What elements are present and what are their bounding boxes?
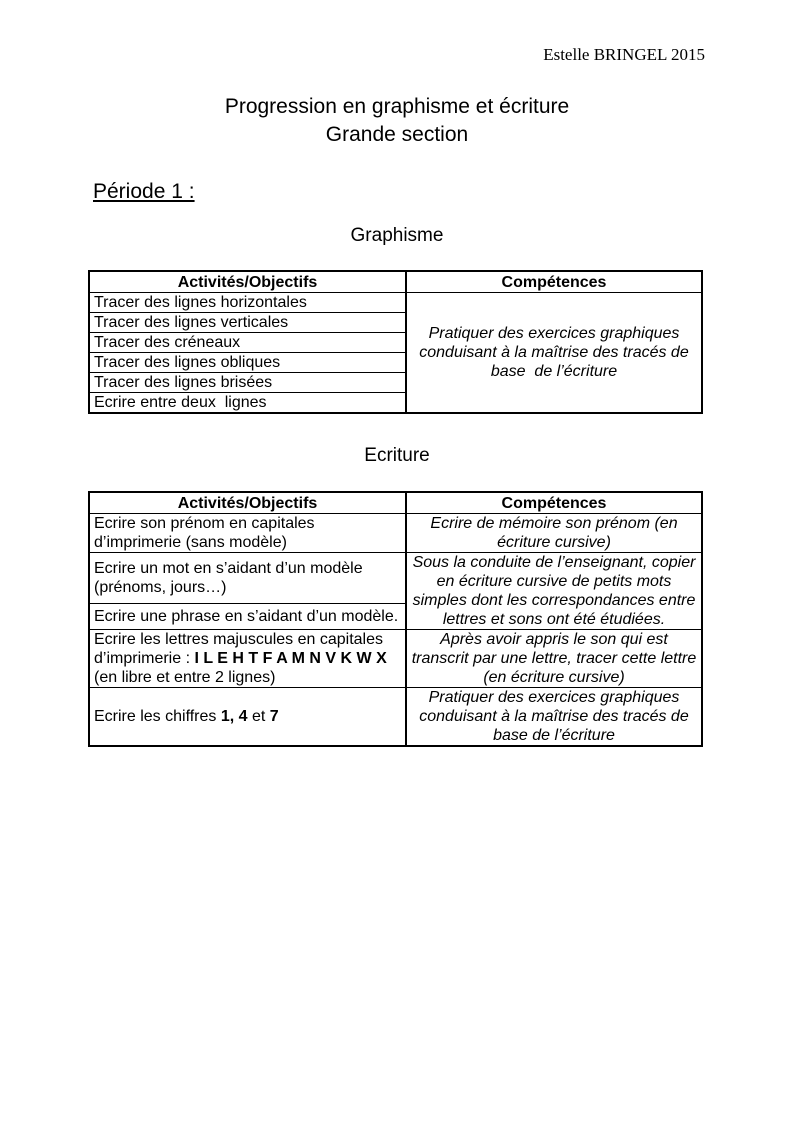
activity-text-segment: Ecrire les lettres majuscules en capitales d’imprimerie : (94, 631, 384, 667)
activity-text-segment: (en libre et entre 2 lignes) (94, 669, 276, 686)
graphisme-table (88, 270, 703, 414)
activity-text-segment: et (247, 708, 270, 725)
graphisme-header-activites: Activités/Objectifs (89, 271, 406, 293)
period-heading: Période 1 : (93, 180, 195, 203)
table-row (89, 293, 702, 313)
activity-cell (89, 630, 406, 688)
document-title-line2: Grande section (325, 123, 469, 146)
table-row (89, 553, 702, 604)
document-title (0, 93, 794, 149)
competence-cell: Après avoir appris le son qui est transcrit par une lettre, tracer cette lettre (en écriture cursive) (406, 630, 702, 688)
table-row (89, 630, 702, 688)
competence-cell: Pratiquer des exercices graphiques conduisant à la maîtrise des tracés de base de l’écriture (406, 688, 702, 747)
activity-cell: Ecrire une phrase en s’aidant d’un modèle. (89, 603, 406, 629)
activity-cell: Ecrire un mot en s’aidant d’un modèle (prénoms, jours…) (89, 553, 406, 604)
activity-cell: Ecrire son prénom en capitales d’imprimerie (sans modèle) (89, 514, 406, 553)
activity-text-segment: Ecrire les chiffres (94, 708, 221, 725)
graphisme-header-row (89, 271, 702, 293)
competence-cell: Ecrire de mémoire son prénom (en écriture cursive) (406, 514, 702, 553)
ecriture-header-activites: Activités/Objectifs (89, 492, 406, 514)
ecriture-header-row (89, 492, 702, 514)
activity-cell: Tracer des lignes brisées (89, 373, 406, 393)
activity-text-segment-bold: 1, 4 (220, 708, 248, 725)
activity-cell: Ecrire entre deux lignes (89, 393, 406, 414)
activity-cell: Tracer des créneaux (89, 333, 406, 353)
competence-cell: Pratiquer des exercices graphiques conduisant à la maîtrise des tracés de base de l’écriture (406, 293, 702, 414)
table-row (89, 514, 702, 553)
competence-cell-merged: Sous la conduite de l’enseignant, copier en écriture cursive de petits mots simples dont les correspondances entre lettres et sons ont été étudiées. (406, 553, 702, 630)
activity-cell: Tracer des lignes verticales (89, 313, 406, 333)
table-row (89, 688, 702, 747)
activity-cell: Tracer des lignes horizontales (89, 293, 406, 313)
activity-text-segment-bold: 7 (269, 708, 279, 725)
document-title-line1: Progression en graphisme et écriture (224, 95, 570, 118)
author-credit: Estelle BRINGEL 2015 (543, 45, 705, 64)
activity-cell (89, 688, 406, 747)
activity-text-segment-bold: I L E H T F A M N V K W X (194, 650, 387, 667)
activity-cell: Tracer des lignes obliques (89, 353, 406, 373)
section-title-graphisme: Graphisme (350, 225, 444, 246)
section-title-ecriture: Ecriture (364, 445, 430, 466)
ecriture-header-competences: Compétences (406, 492, 702, 514)
ecriture-table (88, 491, 703, 747)
graphisme-header-competences: Compétences (406, 271, 702, 293)
